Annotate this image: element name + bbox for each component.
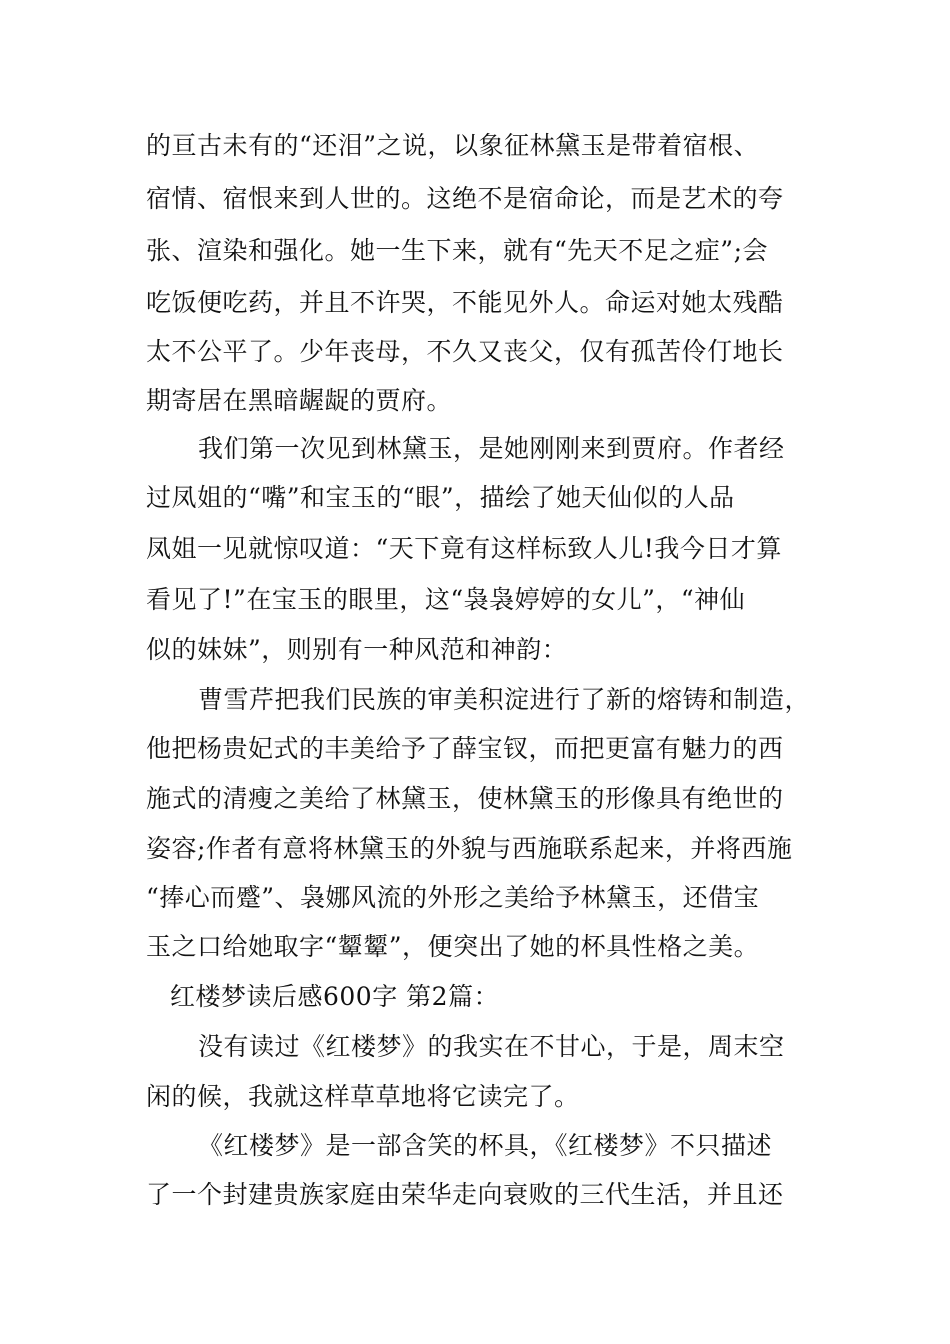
paragraph-start-line: 曹雪芹把我们民族的审美积淀进行了新的熔铸和制造，: [198, 685, 811, 714]
paragraph-start-line: 我们第一次见到林黛玉，是她刚刚来到贾府。作者经: [198, 434, 785, 463]
text-line: 的亘古未有的“还泪”之说，以象征林黛玉是带着宿根、: [146, 131, 760, 160]
section-heading: 红楼梦读后感600字 第2篇：: [170, 982, 500, 1011]
text-line: 似的妹妹”，则别有一种风范和神韵：: [146, 635, 568, 664]
text-line: 他把杨贵妃式的丰美给予了薛宝钗，而把更富有魅力的西: [146, 734, 784, 763]
text-line: 施式的清瘦之美给了林黛玉，使林黛玉的形像具有绝世的: [146, 784, 784, 813]
paragraph-start-line: 《红楼梦》是一部含笑的杯具，《红楼梦》不只描述: [198, 1131, 773, 1160]
text-line: 吃饭便吃药，并且不许哭，不能见外人。命运对她太残酷: [146, 288, 784, 317]
text-line: 了一个封建贵族家庭由荣华走向衰败的三代生活，并且还: [146, 1180, 784, 1209]
text-line: 太不公平了。少年丧母，不久又丧父，仅有孤苦伶仃地长: [146, 337, 784, 366]
text-line: 闲的候，我就这样草草地将它读完了。: [146, 1082, 580, 1111]
text-line: 宿情、宿恨来到人世的。这绝不是宿命论，而是艺术的夸: [146, 184, 784, 213]
text-line: 张、渲染和强化。她一生下来，就有“先天不足之症”;会: [146, 236, 768, 265]
text-line: 看见了!”在宝玉的眼里，这“袅袅婷婷的女儿”，“神仙: [146, 585, 746, 614]
text-line: 玉之口给她取字“颦颦”，便突出了她的杯具性格之美。: [146, 932, 760, 961]
text-line: 姿容;作者有意将林黛玉的外貌与西施联系起来，并将西施: [146, 834, 793, 863]
text-line: 过凤姐的“嘴”和宝玉的“眼”，描绘了她天仙似的人品: [146, 483, 735, 512]
paragraph-start-line: 没有读过《红楼梦》的我实在不甘心，于是，周末空: [198, 1032, 785, 1061]
text-line: 期寄居在黑暗龌龊的贾府。: [146, 386, 453, 415]
text-line: “捧心而蹙”、袅娜风流的外形之美给予林黛玉，还借宝: [146, 883, 760, 912]
text-line: 凤姐一见就惊叹道：“天下竟有这样标致人儿!我今日才算: [146, 534, 782, 563]
